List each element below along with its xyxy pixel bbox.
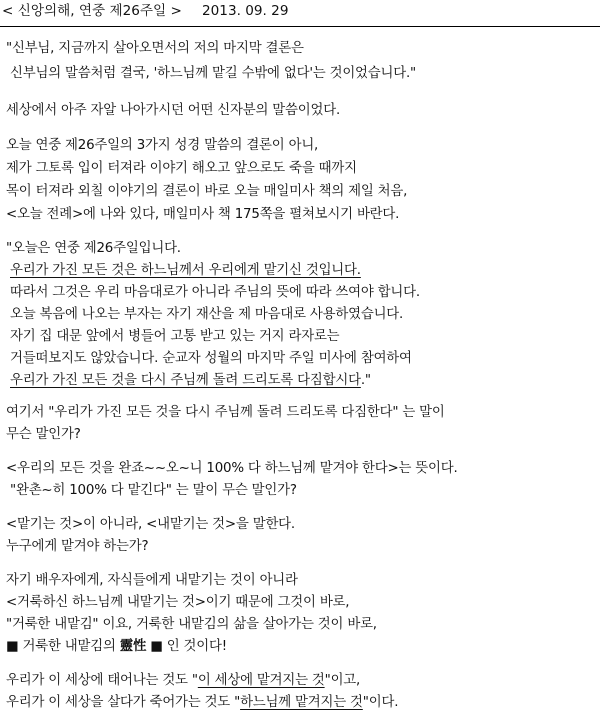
document-date: 2013. 09. 29 xyxy=(202,3,289,19)
liturgy-quote-line: 거들떠보지도 않았습니다. 순교자 성월의 마지막 주일 미사에 참여하여 xyxy=(10,351,412,366)
underlined-text: 하느님께 맡겨지는 것 xyxy=(240,695,363,710)
text-line: <오늘 전례>에 나와 있다, 매일미사 책 175쪽을 펼쳐보시기 바란다. xyxy=(6,207,400,222)
underlined-text: 우리가 가진 모든 것을 다시 주님께 돌려 드리도록 다짐합시다 xyxy=(10,373,361,388)
text-line: 제가 그토록 입이 터져라 이야기 해오고 앞으로도 죽을 때까지 xyxy=(6,161,357,176)
quote-line: 신부님의 말씀처럼 결국, '하느님께 맡길 수밖에 없다'는 것이었습니다." xyxy=(10,66,417,81)
liturgy-quote-line xyxy=(10,374,371,387)
text-line: "거룩한 내맡김" 이요, 거룩한 내맡김의 삶을 살아가는 것이 바로, xyxy=(6,617,377,632)
text-line: "완촌~히 100% 다 맡긴다" 는 말이 무슨 말인가? xyxy=(10,483,297,498)
text-line: 목이 터져라 외칠 이야기의 결론이 바로 오늘 매일미사 책의 제일 처음, xyxy=(6,184,408,199)
underlined-text: 우리가 가진 모든 것은 하느님께서 우리에게 맡기신 것입니다. xyxy=(10,263,361,278)
text-line: 세상에서 아주 자알 나아가시던 어떤 신자분의 말씀이었다. xyxy=(6,103,341,118)
text-line xyxy=(6,674,360,687)
text-line: <우리의 모든 것을 완죠~~오~니 100% 다 하느님께 맡겨야 한다>는 뜻이다. xyxy=(6,461,458,476)
text-line xyxy=(6,696,398,709)
spirituality-line xyxy=(6,640,227,653)
quote-line: "신부님, 지금까지 살아오면서의 저의 마지막 결론은 xyxy=(6,41,304,56)
text-segment: ■ 인 것이다! xyxy=(146,639,227,654)
document-title: < 신앙의해, 연중 제26주일 > xyxy=(2,3,182,19)
text-segment: ■ 거룩한 내맡김의 xyxy=(6,639,120,654)
text-segment: "이고, xyxy=(324,673,361,688)
text-line: 오늘 연중 제26주일의 3가지 성경 말씀의 결론이 아니, xyxy=(6,138,319,153)
text-segment: 우리가 이 세상을 살다가 죽어가는 것도 " xyxy=(6,695,241,710)
text-line: 자기 배우자에게, 자식들에게 내맡기는 것이 아니라 xyxy=(6,573,298,588)
text-segment: 우리가 이 세상에 태어나는 것도 " xyxy=(6,673,198,688)
bold-text: 靈性 xyxy=(119,639,147,654)
text-line: <맡기는 것>이 아니라, <내맡기는 것>을 말한다. xyxy=(6,517,295,532)
text-line: 누구에게 맡겨야 하는가? xyxy=(6,539,149,554)
liturgy-quote-line: 오늘 복음에 나오는 부자는 자기 재산을 제 마음대로 사용하였습니다. xyxy=(10,307,404,322)
liturgy-quote-line: 자기 집 대문 앞에서 병들어 고통 받고 있는 거지 라자로는 xyxy=(10,329,340,344)
liturgy-quote-line: "오늘은 연중 제26주일입니다. xyxy=(6,241,181,256)
document-header xyxy=(0,0,600,27)
liturgy-quote-line xyxy=(10,264,361,277)
underlined-text: 이 세상에 맡겨지는 것 xyxy=(197,673,325,688)
text-line: 여기서 "우리가 가진 모든 것을 다시 주님께 돌려 드리도록 다짐한다" 는 말이 xyxy=(6,405,445,420)
text-segment: "이다. xyxy=(362,695,399,710)
text-line: 무슨 말인가? xyxy=(6,427,81,442)
quote-end: ." xyxy=(360,373,371,388)
text-line: <거룩하신 하느님께 내맡기는 것>이기 때문에 그것이 바로, xyxy=(6,595,350,610)
liturgy-quote-line: 따라서 그것은 우리 마음대로가 아니라 주님의 뜻에 따라 쓰여야 합니다. xyxy=(10,285,420,300)
